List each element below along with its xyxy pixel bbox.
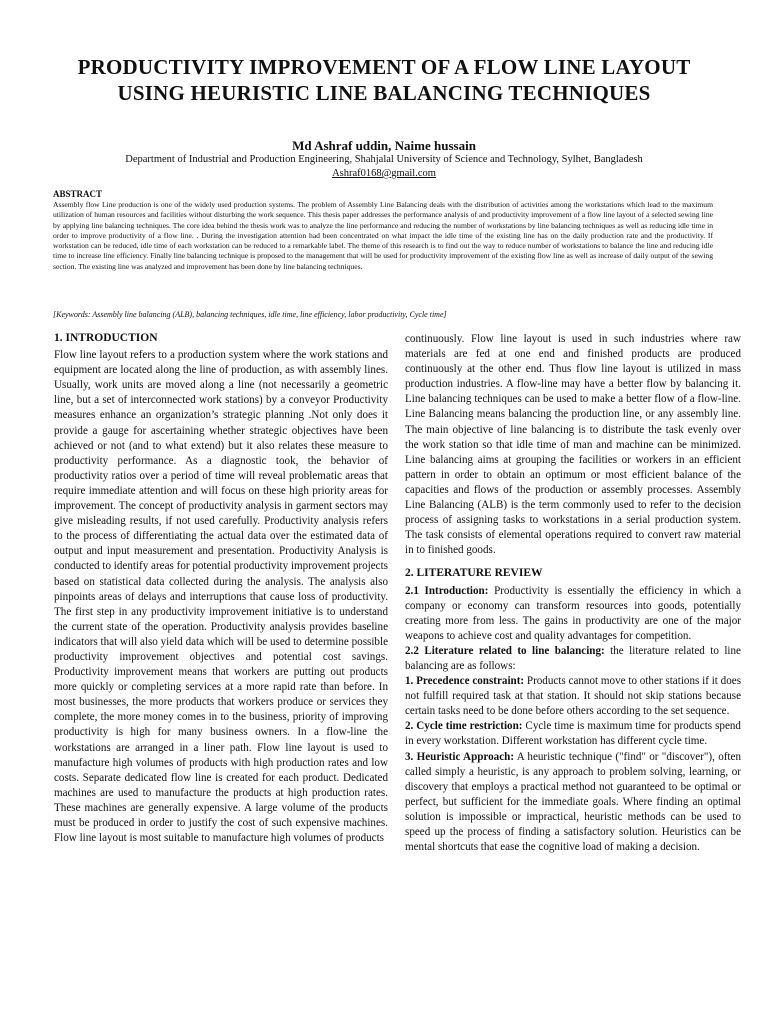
section-heading-literature-review: 2. LITERATURE REVIEW [405, 567, 543, 580]
abstract-body: Assembly flow Line production is one of the widely used production systems. The problem of Assembly Line Balancing deals with the distribution of activities among the workstations which lead to the maximum utilization of human resources and facilities without disturbing the work sequence. This thesis paper addresses the performance analysis of and productivity improvement of a flow line layout of a selected sewing line by applying line balancing techniques. The core idea behind the thesis work was to analyze the line performance and reducing the number of workstations by line balancing techniques as well as reducing idle time in order to improve productivity of a flow line. . During the investigation attention had been concentrated on what impact the idle time of the existing line has on the daily production rate and the productivity. If workstation can be reduced, idle time of each workstation can be reduced to a remarkable label. The theme of this research is to find out the way to reduce number of workstations to balance the line and reducing idle time to increase line efficiency. Finally line balancing technique is proposed to the management that will be used for productivity improvement of the existing flow line as well as increase of daily output of the sewing section. The existing line was analyzed and improvement has been done by line balancing techniques. [53, 200, 713, 271]
left-column [54, 331, 388, 846]
list-item-precedence-text: Products cannot move to other stations if it does not fulfill required task at that station. It should not skip stations because certain tasks need to be done before others according to the set sequence. [405, 675, 742, 718]
abstract-heading: ABSTRACT [53, 189, 103, 199]
section-heading-introduction: 1. INTRODUCTION [54, 332, 158, 344]
list-item-cycle-time-text: Cycle time is maximum time for products spend in every workstation. Different workstation has different cycle time. [405, 720, 741, 748]
subsection-2-1-label: 2.1 Introduction: [405, 584, 489, 597]
subsection-2-2-label: 2.2 Literature related to line balancing: [405, 644, 605, 657]
affiliation: Department of Industrial and Production Engineering, Shahjalal University of Science and Technology, Sylhet, Bangladesh [125, 154, 643, 165]
paper-title: PRODUCTIVITY IMPROVEMENT OF A FLOW LINE LAYOUT USING HEURISTIC LINE BALANCING TECHNIQUES [77, 55, 691, 105]
list-item-precedence [405, 674, 741, 719]
introduction-continued-paragraph: continuously. Flow line layout is used in such industries where raw materials are fed at one end and finished products are produced continuously at the other end. Thus flow line layout is utilized in mass production industries. A flow-line may have a better flow by balancing it. Line balancing techniques can be used to make a better flow of a flow-line. Line Balancing means balancing the production line, or any assembly line. The main objective of line balancing is to distribute the task evenly over the work station so that idle time of man and machine can be minimized. Line balancing aims at grouping the facilities or workers in an efficient pattern in order to obtain an optimum or most efficient balance of the capacities and flows of the production or assembly processes. Assembly Line Balancing (ALB) is the term commonly used to refer to the decision process of assigning tasks to workstations in a serial production system. The task consists of elemental operations required to convert raw material in to finished goods. [405, 333, 741, 557]
list-item-heuristic-label: 3. Heuristic Approach: [405, 750, 515, 763]
keywords: [Keywords: Assembly line balancing (ALB), balancing techniques, idle time, line efficiency, labor productivity, Cycle time] [53, 310, 447, 319]
subsection-2-1 [405, 584, 741, 644]
list-item-heuristic [405, 750, 741, 856]
introduction-paragraph: Flow line layout refers to a production system where the work stations and equipment are located along the line of production, as with assembly lines. Usually, work units are moved along a line (not necessarily a geometric line, but a set of interconnected work stations) by a conveyor Productivity measures enhance an organization’s strategic planning .Not only does it provide a gauge for ascertaining whether strategic objectives have been achieved or not (and to what extend) but it also relates these measure to productivity performance. As a diagnostic took, the behavior of productivity ratios over a period of time will reveal problematic areas that require immediate attention and will focus on these high priority areas for improvement. The concept of productivity analysis in garment sectors may give misleading results, if not used carefully. Productivity analysis refers to the process of differentiating the actual data over the estimated data of output and input measurement and presentation. Productivity Analysis is conducted to identify areas for potential productivity improvement projects based on statistical data collected during the analysis. The analysis also pinpoints areas of delays and interruptions that cause loss of productivity. The first step in any productivity improvement initiative is to understand the current state of the operation. Productivity analysis provides baseline indicators that will also yield data which will be used to determine possible productivity improvement objectives and potential cost savings. Productivity improvement means that workers are putting out products more quickly or completing services at a more rapid rate than before. In most businesses, the more products that workers produce or services they complete, the more money comes in to the business, priority of improving productivity is high for many business owners. In a flow-line the workstations are arranged in a liner path. Flow line layout is used to manufacture high volumes of products with high production rates and low costs. Separate dedicated flow line is created for each product. Dedicated machines are used to manufacture the products at high production rates. These machines are generally expensive. A large volume of the products must be produced in order to justify the cost of such expensive machines. Flow line layout is most suitable to manufacture high volumes of products [54, 349, 388, 845]
author-list: Md Ashraf uddin, Naime hussain [292, 138, 476, 153]
list-item-cycle-time-label: 2. Cycle time restriction: [405, 720, 523, 733]
list-item-heuristic-text: A heuristic technique ("find" or "discover"), often called simply a heuristic, is any approach to problem solving, learning, or discovery that employs a practical method not guaranteed to be optimal or perfect, but sufficient for the immediate goals. Where finding an optimal solution is impossible or impractical, heuristic methods can be used to speed up the process of finding a satisfactory solution. Heuristics can be mental shortcuts that ease the cognitive load of making a decision. [405, 750, 741, 854]
author-email [40, 167, 728, 181]
subsection-2-2 [405, 644, 741, 674]
right-column [405, 332, 741, 855]
subsection-2-2-text: the literature related to line balancing are as follows: [405, 644, 741, 672]
email-link[interactable]: Ashraf0168@gmail.com [332, 168, 436, 179]
subsection-2-1-text: Productivity is essentially the efficiency in which a company or economy can transform resources into goods, potentially creating more from less. The gains in productivity are one of the major weapons to achieve cost and quality advantages for competition. [405, 584, 741, 642]
list-item-precedence-label: 1. Precedence constraint: [405, 675, 525, 688]
list-item-cycle-time [405, 719, 741, 749]
